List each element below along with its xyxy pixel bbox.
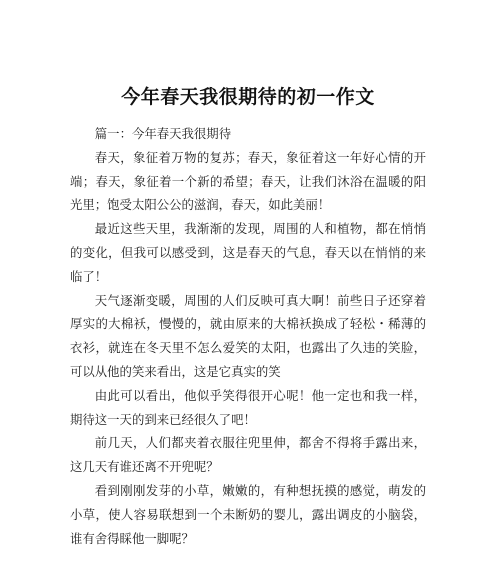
paragraph: 最近这些天里，我渐渐的发现，周围的人和植物，都在悄悄的变化，但我可以感受到，这是春天的气息，春天以在悄悄的来临了！ — [70, 221, 426, 284]
paragraph: 天气逐渐变暖，周围的人们反映可真大啊！前些日子还穿着厚实的大棉袄，慢慢的，就由原来的大棉袄换成了轻松・稀薄的衣衫，就连在冬天里不怎么爱笑的太阳，也露出了久违的笑脸，可以从他的笑来看出，这是它真实的笑 — [70, 292, 426, 379]
document-title: 今年春天我很期待的初一作文 — [121, 86, 375, 108]
section-heading: 篇一：今年春天我很期待 — [94, 126, 232, 141]
paragraph: 前几天，人们都夹着衣服往兜里伸，都舍不得将手露出来，这几天有谁还离不开兜呢？ — [70, 435, 426, 475]
paragraph: 由此可以看出，他似乎笑得很开心呢！他一定也和我一样，期待这一天的到来已经很久了吧！ — [70, 387, 426, 427]
paragraph: 春天，象征着万物的复苏；春天，象征着这一年好心情的开端；春天，象征着一个新的希望；春天，让我们沐浴在温暖的阳光里；饱受太阳公公的滋润，春天，如此美丽！ — [70, 149, 426, 213]
document-body — [70, 122, 426, 550]
paragraph: 看到刚刚发芽的小草，嫩嫩的，有种想抚摸的感觉，萌发的小草，使人容易联想到一个未断奶的婴儿，露出调皮的小脑袋，谁有舍得睬他一脚呢？ — [70, 482, 426, 546]
